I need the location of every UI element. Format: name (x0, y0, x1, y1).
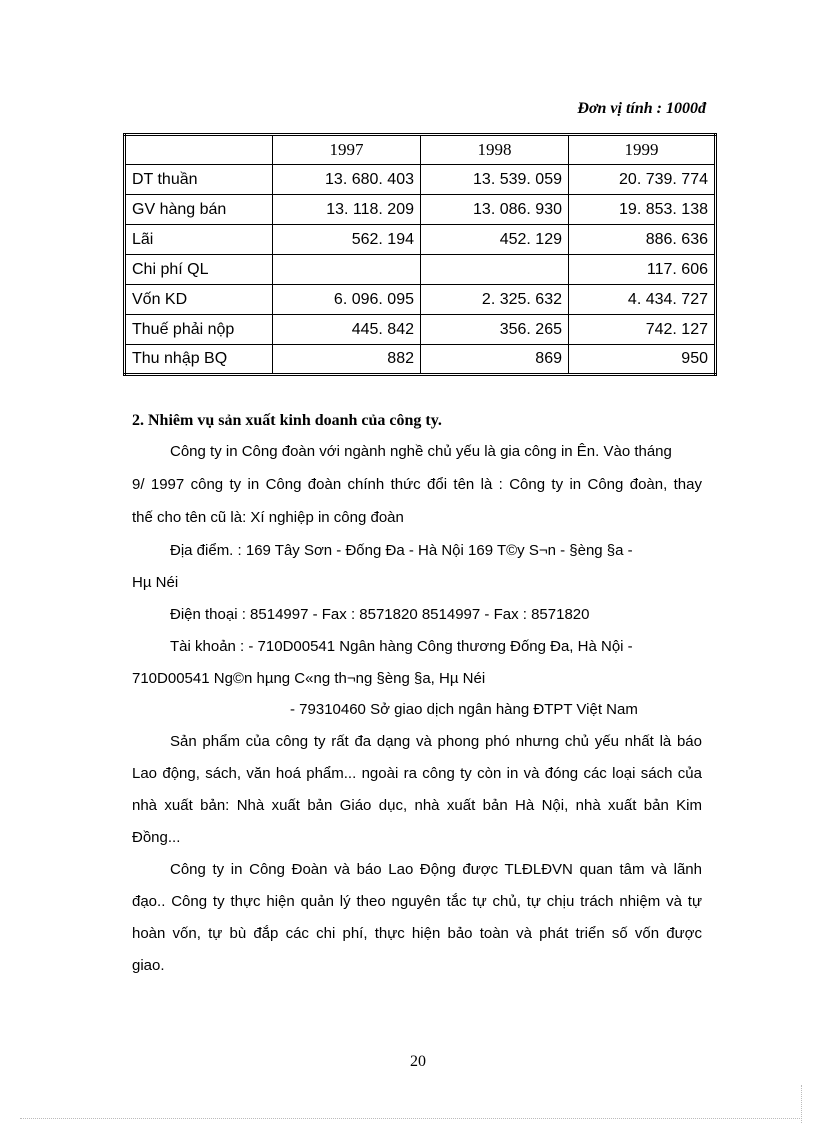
row-label: Lãi (125, 225, 273, 255)
page-edge-divider (20, 1118, 800, 1119)
row-label: Thu nhập BQ (125, 345, 273, 375)
paragraph-line: Công ty in Công Đoàn và báo Lao Động được TLĐLĐVN quan tâm và lãnh (170, 861, 702, 878)
value-1998: 356. 265 (421, 315, 569, 345)
value-1997: 445. 842 (273, 315, 421, 345)
value-1997: 6. 096. 095 (273, 285, 421, 315)
value-1999: 886. 636 (569, 225, 716, 255)
row-label: Thuế phải nộp (125, 315, 273, 345)
header-blank (125, 135, 273, 165)
value-1998: 2. 325. 632 (421, 285, 569, 315)
value-1997: 562. 194 (273, 225, 421, 255)
section-heading: 2. Nhiêm vụ sản xuất kinh doanh của công ty. (132, 412, 442, 429)
header-1997: 1997 (273, 135, 421, 165)
value-1999: 20. 739. 774 (569, 165, 716, 195)
row-label: DT thuần (125, 165, 273, 195)
value-1997: 882 (273, 345, 421, 375)
value-1999: 4. 434. 727 (569, 285, 716, 315)
header-1998: 1998 (421, 135, 569, 165)
table-header-row (125, 135, 716, 165)
value-1998: 869 (421, 345, 569, 375)
paragraph-line: thế cho tên cũ là: Xí nghiệp in công đoàn (132, 509, 404, 526)
value-1999: 742. 127 (569, 315, 716, 345)
paragraph-line: Lao động, sách, văn hoá phẩm... ngoài ra công ty còn in và đóng các loại sách của (132, 765, 702, 782)
unit-label: Đơn vị tính : 1000đ (577, 100, 706, 117)
paragraph-line: hoàn vốn, tự bù đắp các chi phí, thực hiện bảo toàn và phát triển số vốn được (132, 925, 702, 942)
header-1999: 1999 (569, 135, 716, 165)
paragraph-line: nhà xuất bản: Nhà xuất bản Giáo dục, nhà xuất bản Hà Nội, nhà xuất bản Kim (132, 797, 702, 814)
paragraph-line: Sản phẩm của công ty rất đa dạng và phong phó nhưng chủ yếu nhất là báo (170, 733, 702, 750)
table-row (125, 345, 716, 375)
paragraph-line: Công ty in Công đoàn với ngành nghề chủ yếu là gia công in Ên. Vào tháng (170, 443, 672, 460)
page-number: 20 (410, 1053, 426, 1070)
row-label: Vốn KD (125, 285, 273, 315)
value-1999: 117. 606 (569, 255, 716, 285)
paragraph-line: 9/ 1997 công ty in Công đoàn chính thức đổi tên là : Công ty in Công đoàn, thay (132, 476, 702, 493)
account-line: - 79310460 Sở giao dịch ngân hàng ĐTPT Việt Nam (290, 701, 638, 718)
table-row (125, 225, 716, 255)
row-label: Chi phí QL (125, 255, 273, 285)
value-1997 (273, 255, 421, 285)
account-line: Tài khoản : - 710D00541 Ngân hàng Công thương Đống Đa, Hà Nội - (170, 638, 633, 655)
value-1998 (421, 255, 569, 285)
address-line: Hµ Néi (132, 574, 179, 591)
financial-table (123, 133, 717, 376)
row-label: GV hàng bán (125, 195, 273, 225)
value-1997: 13. 118. 209 (273, 195, 421, 225)
table-row (125, 195, 716, 225)
phone-line: Điện thoại : 8514997 - Fax : 8571820 8514997 - Fax : 8571820 (170, 606, 590, 623)
paragraph-line: đạo.. Công ty thực hiện quản lý theo nguyên tắc tự chủ, tự chịu trách nhiệm và tự (132, 893, 702, 910)
table-row (125, 315, 716, 345)
value-1998: 452. 129 (421, 225, 569, 255)
value-1998: 13. 086. 930 (421, 195, 569, 225)
account-line: 710D00541 Ng©n hµng C«ng th¬ng §èng §a, Hµ Néi (132, 670, 486, 687)
value-1999: 950 (569, 345, 716, 375)
paragraph-line: giao. (132, 957, 165, 974)
table-row (125, 165, 716, 195)
address-line: Địa điểm. : 169 Tây Sơn - Đống Đa - Hà Nội 169 T©y S¬n - §èng §a - (170, 542, 633, 559)
paragraph-line: Đồng... (132, 829, 181, 846)
page-edge-divider (801, 1085, 802, 1123)
table-row (125, 255, 716, 285)
table-row (125, 285, 716, 315)
value-1999: 19. 853. 138 (569, 195, 716, 225)
value-1998: 13. 539. 059 (421, 165, 569, 195)
value-1997: 13. 680. 403 (273, 165, 421, 195)
